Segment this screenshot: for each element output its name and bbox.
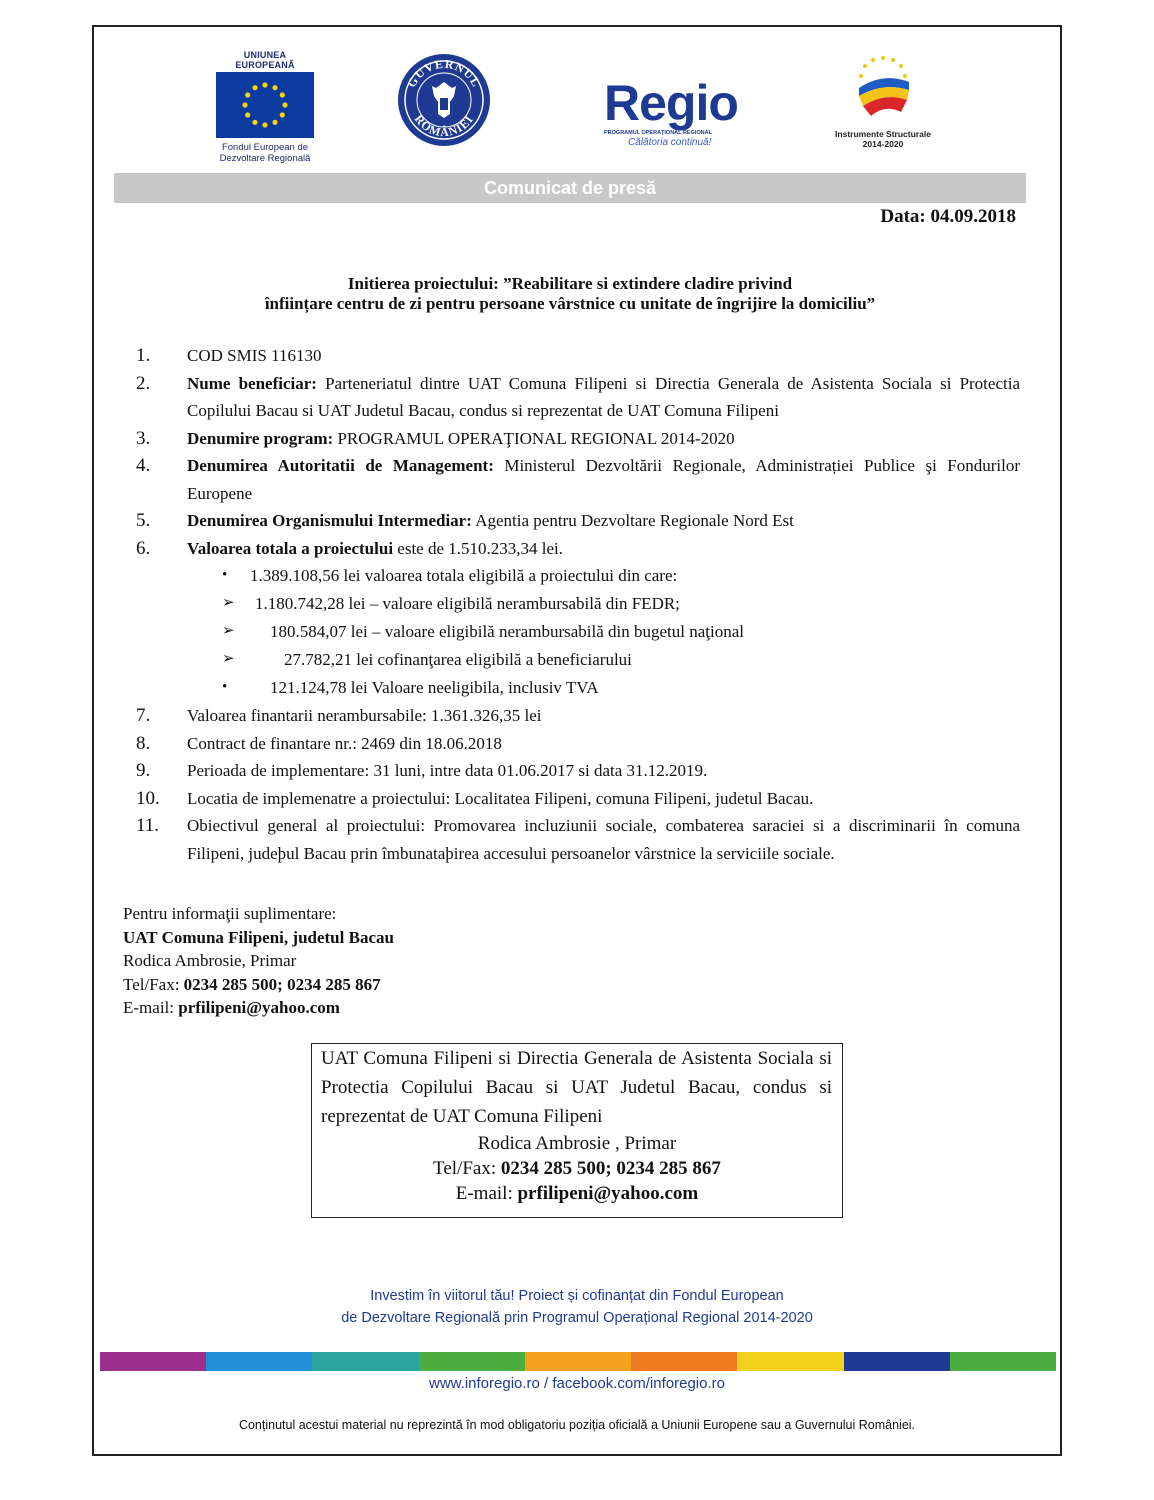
stripe-segment: [419, 1352, 525, 1371]
funding-note-line-2: de Dezvoltare Regională prin Programul Operațional Regional 2014-2020: [341, 1310, 813, 1326]
contact-email: E-mail: prfilipeni@yahoo.com: [123, 998, 340, 1017]
eu-flag-icon: [216, 72, 314, 138]
subject-heading: [114, 274, 1026, 314]
sub-list-item: ➢ 1.180.742,28 lei – valoare eligibilă nerambursabilă din FEDR;: [222, 594, 680, 613]
beneficiary-box-person: Rodica Ambrosie , Primar: [477, 1133, 677, 1154]
list-item: 5. Denumirea Organismului Intermediar: Agentia pentru Dezvoltare Regionale Nord Est: [136, 510, 794, 531]
government-seal-icon: [396, 52, 492, 148]
subject-line-2: înființare centru de zi pentru persoane vârstnice cu unitate de îngrijire la domiciliu”: [264, 294, 876, 313]
subject-line-1: Initierea proiectului: ”Reabilitare si extindere cladire privind: [347, 274, 793, 293]
list-item: 4. Denumirea Autoritatii de Management: Ministerul Dezvoltării Regionale, Administrației Publice şi Fondurilor Europene: [136, 455, 1020, 503]
funding-note-line-1: Investim în viitorul tău! Proiect și cofinanțat din Fondul European: [370, 1288, 784, 1304]
contact-intro: Pentru informaţii suplimentare:: [123, 904, 337, 923]
beneficiary-box-phone: Tel/Fax: 0234 285 500; 0234 285 867: [433, 1158, 721, 1179]
contact-organization: UAT Comuna Filipeni, judetul Bacau: [123, 927, 394, 947]
stripe-segment: [631, 1352, 737, 1371]
sub-list-item: ➢ 180.584,07 lei – valoare eligibilă nerambursabilă din bugetul naţional: [222, 622, 744, 641]
eu-subtitle-1: Fondul European de: [221, 142, 309, 153]
list-item: 6. Valoarea totala a proiectului este de 1.510.233,34 lei.: [136, 537, 564, 559]
list-item: 7. Valoarea finantarii nerambursabile: 1.361.326,35 lei: [136, 705, 542, 726]
press-release-banner: [114, 173, 1026, 203]
color-stripe: [100, 1352, 1056, 1371]
regio-program-name: PROGRAMUL OPERAȚIONAL REGIONAL: [604, 130, 712, 136]
email-link[interactable]: prfilipeni@yahoo.com: [517, 1183, 699, 1204]
list-item: 11. Obiectivul general al proiectului: Promovarea incluziunii sociale, combaterea saraciei si a discriminarii în comuna Filipeni, judeþul Bacau prin îmbunataþirea accesului persoanelor vârstnice la serviciile sociale.: [136, 815, 1020, 863]
is-label-2: 2014-2020: [862, 139, 904, 149]
sub-list-item: • 1.389.108,56 lei valoarea totala eligibilă a proiectului din care:: [222, 566, 678, 585]
stripe-segment: [844, 1352, 950, 1371]
beneficiary-box-email: E-mail: prfilipeni@yahoo.com: [455, 1183, 699, 1204]
list-item: 9. Perioada de implementare: 31 luni, intre data 01.06.2017 si data 31.12.2019.: [136, 760, 708, 781]
beneficiary-box-text: UAT Comuna Filipeni si Directia Generala de Asistenta Sociala si Protectia Copilului Bacau si UAT Judetul Bacau, condus si reprezentat de UAT Comuna Filipeni: [321, 1048, 832, 1127]
website-links[interactable]: www.inforegio.ro / facebook.com/inforegio.ro: [429, 1375, 725, 1392]
contact-block: [123, 902, 394, 1020]
list-item: 10. Locatia de implemenatre a proiectului: Localitatea Filipeni, comuna Filipeni, judetul Bacau.: [136, 787, 814, 809]
instrumente-structurale-logo: [828, 52, 938, 152]
structural-instruments-emblem-icon: [843, 52, 923, 124]
stripe-segment: [950, 1352, 1056, 1371]
eu-logo: [214, 50, 316, 164]
contact-phone: Tel/Fax: 0234 285 500; 0234 285 867: [123, 974, 381, 994]
regio-logo: [604, 75, 764, 148]
regio-slogan: Călătoria continuă!: [628, 137, 712, 148]
funding-note: [92, 1285, 1062, 1329]
project-details-list: [130, 342, 1020, 867]
stripe-segment: [525, 1352, 631, 1371]
stripe-segment: [312, 1352, 418, 1371]
eu-subtitle-2: Dezvoltare Regională: [219, 153, 311, 164]
banner-title: Comunicat de presă: [483, 178, 657, 198]
stripe-segment: [737, 1352, 843, 1371]
list-item: 8. Contract de finantare nr.: 2469 din 18.06.2018: [136, 732, 502, 754]
sub-list-item: ➢ 27.782,21 lei cofinanţarea eligibilă a beneficiarului: [222, 650, 632, 669]
stripe-segment: [100, 1352, 206, 1371]
list-item: 2. Nume beneficiar: Parteneriatul dintre UAT Comuna Filipeni si Directia Generala de Asistenta Sociala si Protectia Copilului Bacau si UAT Judetul Bacau, condus si reprezentat de UAT Comuna Filipeni: [136, 372, 1020, 420]
sub-list-item: • 121.124,78 lei Valoare neeligibila, inclusiv TVA: [222, 678, 599, 697]
list-item: 1. COD SMIS 116130: [136, 345, 322, 366]
is-label-1: Instrumente Structurale: [835, 129, 931, 139]
gov-seal-bottom-text: ROMÂNIEI: [411, 112, 477, 140]
contact-person: Rodica Ambrosie, Primar: [123, 951, 297, 970]
disclaimer: Conținutul acestui material nu reprezintă în mod obligatoriu poziția oficială a Uniunii Europene sau a Guvernului României.: [238, 1418, 916, 1432]
regio-wordmark: Regio: [604, 75, 738, 131]
gov-seal-top-text: GUVERNUL: [404, 56, 484, 90]
eu-title: UNIUNEA EUROPEANĂ: [235, 50, 295, 70]
stripe-segment: [206, 1352, 312, 1371]
list-item: 3. Denumire program: PROGRAMUL OPERAŢIONAL REGIONAL 2014-2020: [136, 427, 735, 449]
release-date: Data: 04.09.2018: [880, 206, 1016, 227]
beneficiary-box: [311, 1043, 843, 1218]
email-link[interactable]: prfilipeni@yahoo.com: [178, 998, 340, 1017]
